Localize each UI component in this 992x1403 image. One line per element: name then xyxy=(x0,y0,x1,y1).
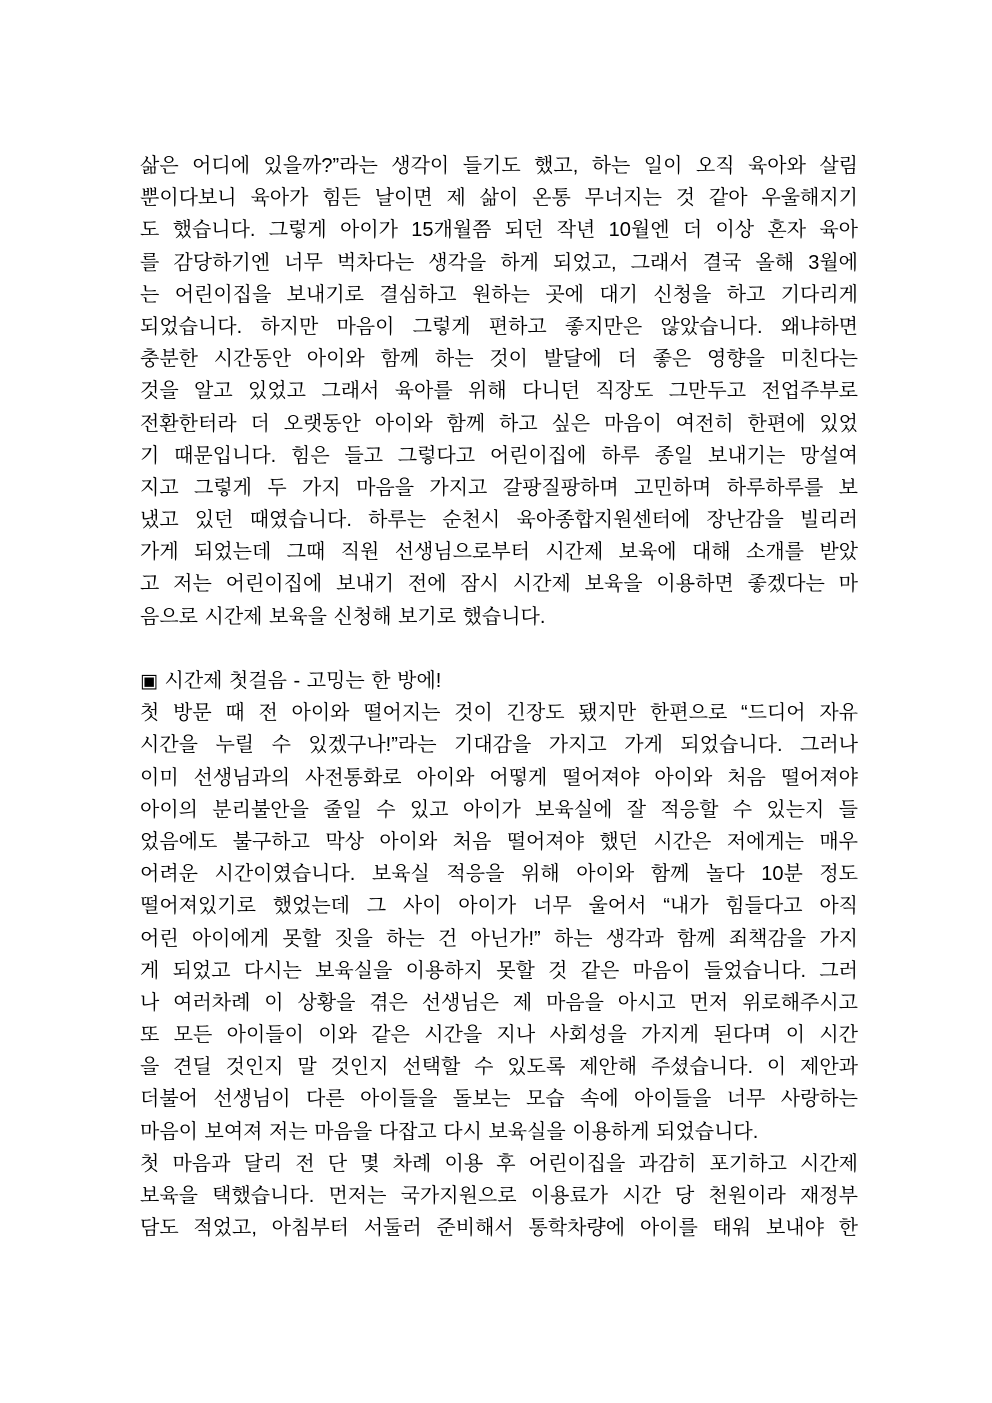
text-line: 삶은 어디에 있을까?”라는 생각이 들기도 했고, 하는 일이 오직 육아와 살림 xyxy=(140,155,858,177)
text-line: 는 어린이집을 보내기로 결심하고 원하는 곳에 대기 신청을 하고 기다리게 xyxy=(140,283,858,306)
text-line: 전환한터라 더 오랫동안 아이와 함께 하고 싶은 마음이 여전히 한편에 있었 xyxy=(140,412,858,435)
text-line: 게 되었고 다시는 보육실을 이용하지 못할 것 같은 마음이 들었습니다. 그러 xyxy=(140,959,858,982)
square-bullet-icon: ▣ xyxy=(140,671,158,692)
text-line: 보육을 택했습니다. 먼저는 국가지원으로 이용료가 시간 당 천원이라 재정부 xyxy=(140,1185,858,1207)
text-line: 지고 그렇게 두 가지 마음을 가지고 갈팡질팡하며 고민하며 하루하루를 보 xyxy=(140,476,858,499)
text-line: 기 때문입니다. 힘은 들고 그렇다고 어린이집에 하루 종일 보내기는 망설여 xyxy=(140,444,858,467)
text-block xyxy=(140,150,858,1244)
text-line: 어려운 시간이였습니다. 보육실 적응을 위해 아이와 함께 놀다 10분 정도 xyxy=(140,863,858,886)
text-line: 냈고 있던 때였습니다. 하루는 순천시 육아종합지원센터에 장난감을 빌리러 xyxy=(140,509,858,532)
text-line: 고 저는 어린이집에 보내기 전에 잠시 시간제 보육을 이용하면 좋겠다는 마 xyxy=(140,573,858,596)
text-line: 떨어져있기로 했었는데 그 사이 아이가 너무 울어서 “내가 힘들다고 아직 xyxy=(140,895,858,918)
text-line: 더불어 선생님이 다른 아이들을 돌보는 모습 속에 아이들을 너무 사랑하는 xyxy=(140,1088,858,1111)
text-line: 를 감당하기엔 너무 벅차다는 생각을 하게 되었고, 그래서 결국 올해 3월에 xyxy=(140,251,858,274)
text-line: 음으로 시간제 보육을 신청해 보기로 했습니다. xyxy=(140,605,546,628)
text-line: 가게 되었는데 그때 직원 선생님으로부터 시간제 보육에 대해 소개를 받았 xyxy=(140,541,858,564)
text-line: 뿐이다보니 육아가 힘든 날이면 제 삶이 온통 무너지는 것 같아 우울해지기 xyxy=(140,187,858,210)
text-line: 되었습니다. 하지만 마음이 그렇게 편하고 좋지만은 않았습니다. 왜냐하면 xyxy=(140,315,858,338)
text-line: 것을 알고 있었고 그래서 육아를 위해 다니던 직장도 그만두고 전업주부로 xyxy=(140,380,858,403)
text-line: 첫 방문 때 전 아이와 떨어지는 것이 긴장도 됐지만 한편으로 “드디어 자유 xyxy=(140,702,858,725)
blank-line xyxy=(140,633,858,665)
text-line: 충분한 시간동안 아이와 함께 하는 것이 발달에 더 좋은 영향을 미친다는 xyxy=(140,348,858,371)
text-line: 마음이 보여져 저는 마음을 다잡고 다시 보육실을 이용하게 되었습니다. xyxy=(140,1120,759,1143)
text-line: 이미 선생님과의 사전통화로 아이와 어떻게 떨어져야 아이와 처음 떨어져야 xyxy=(140,766,858,789)
text-line: 시간을 누릴 수 있겠구나!”라는 기대감을 가지고 가게 되었습니다. 그러나 xyxy=(140,734,858,757)
text-line: 어린 아이에게 못할 짓을 하는 건 아닌가!” 하는 생각과 함께 죄책감을 가지 xyxy=(140,927,858,950)
text-line: 아이의 분리불안을 줄일 수 있고 아이가 보육실에 잘 적응할 수 있는지 들 xyxy=(140,798,858,821)
text-line: 을 견딜 것인지 말 것인지 선택할 수 있도록 제안해 주셨습니다. 이 제안과 xyxy=(140,1056,858,1079)
text-line: 도 했습니다. 그렇게 아이가 15개월쯤 되던 작년 10월엔 더 이상 혼자 육아 xyxy=(140,219,858,242)
text-line: 나 여러차례 이 상황을 겪은 선생님은 제 마음을 아시고 먼저 위로해주시고 xyxy=(140,991,858,1014)
text-line: 담도 적었고, 아침부터 서둘러 준비해서 통학차량에 아이를 태워 보내야 한 xyxy=(140,1217,858,1240)
text-line: 첫 마음과 달리 전 단 몇 차례 이용 후 어린이집을 과감히 포기하고 시간제 xyxy=(140,1152,858,1175)
text-line: 또 모든 아이들이 이와 같은 시간을 지나 사회성을 가지게 된다며 이 시간 xyxy=(140,1024,858,1047)
text-line: 었음에도 불구하고 막상 아이와 처음 떨어져야 했던 시간은 저에게는 매우 xyxy=(140,830,858,853)
section-heading-label: 시간제 첫걸음 - 고밍는 한 방에! xyxy=(164,670,442,692)
section-heading xyxy=(140,665,858,697)
